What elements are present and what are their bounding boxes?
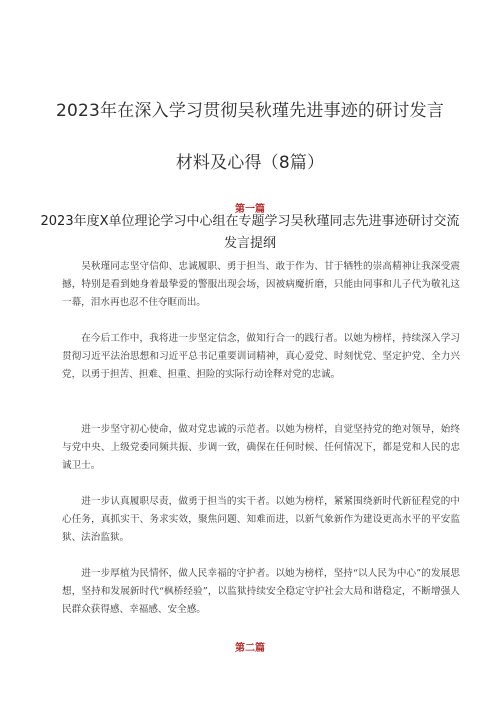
paragraph-2: 在今后工作中，我将进一步坚定信念，做知行合一的践行者。以她为榜样，持续深入学习贯彻习近平法治思想和习近平总书记重要训词精神，真心爱党、时刻忧党、坚定护党、全力兴党，以勇于担苦、担难、担重、担险的实际行动诠释对党的忠诚。	[62, 333, 460, 381]
document-title-line-2: 材料及心得（8篇）	[175, 153, 325, 173]
document-title-line-1: 2023年在深入学习贯彻吴秋瑾先进事迹的研讨发言	[55, 101, 445, 121]
paragraph-3: 进一步坚守初心使命，做对党忠诚的示范者。以她为榜样，自觉坚持党的绝对领导，始终与党中央、上级党委同频共振、步调一致，确保在任何时候、任何情况下，都是党和人民的忠诚卫士。	[62, 424, 460, 472]
paragraph-5: 进一步厚植为民情怀，做人民幸福的守护者。以她为榜样，坚持“以人民为中心”的发展思想，坚持和发展新时代“枫桥经验”，以监狱持续安全稳定守护社会大局和谐稳定，不断增强人民群众获得感、幸福感、安全感。	[62, 568, 460, 616]
paragraph-4: 进一步认真履职尽责，做勇于担当的实干者。以她为榜样，紧紧围绕新时代新征程党的中心任务，真抓实干、务求实效，聚焦问题、知难而进，以新气象新作为建设更高水平的平安监狱、法治监狱。	[62, 496, 460, 544]
paragraph-1: 吴秋瑾同志坚守信仰、忠诚履职、勇于担当、敢于作为、甘于牺牲的崇高精神让我深受震撼，特别是看到她身着最挚爱的警服出现会场，因被病魔折磨，只能由同事和儿子代为敬礼这一幕，泪水再也忍不住夺眶而出。	[62, 261, 460, 309]
article-title-1: 2023年度Ⅹ单位理论学习中心组在专题学习吴秋瑾同志先进事迹研讨交流发言提纲	[40, 214, 460, 251]
section-label-2: 第二篇	[235, 643, 265, 654]
section-label-1: 第一篇	[235, 204, 265, 215]
